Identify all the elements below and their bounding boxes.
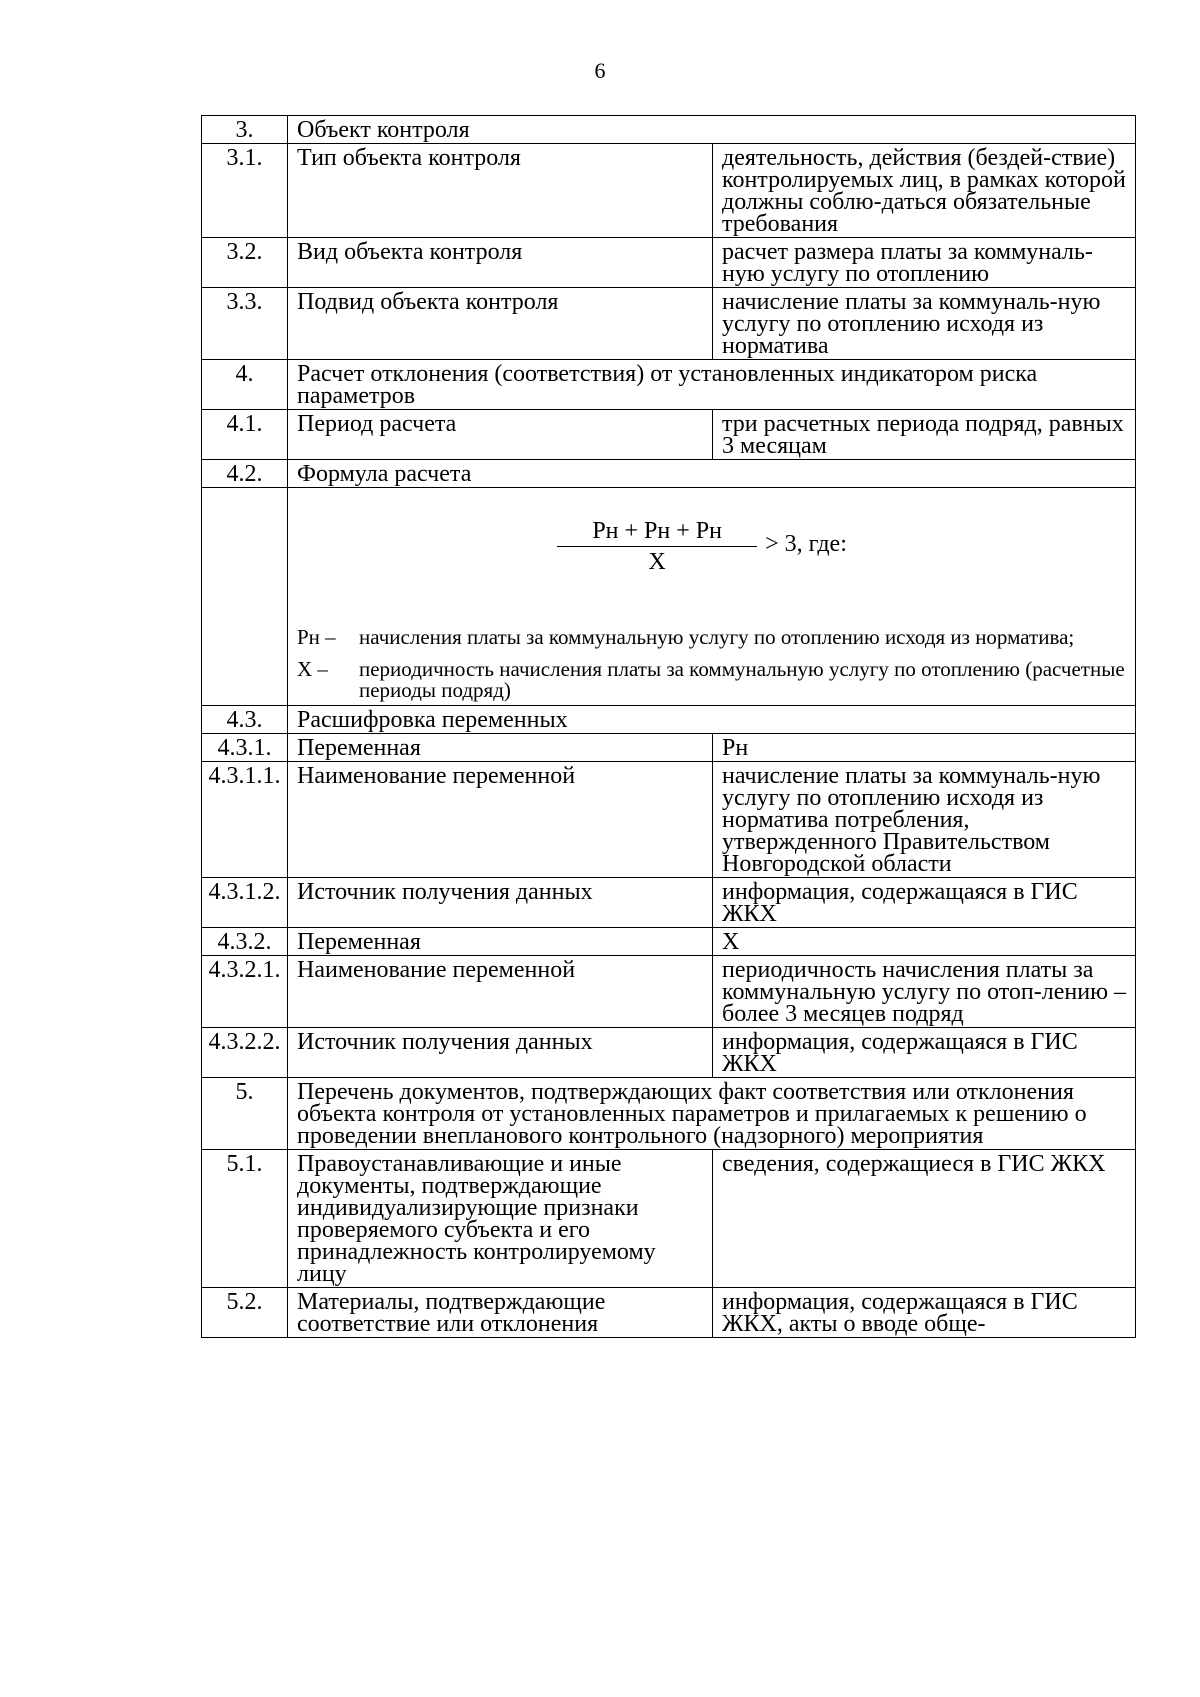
row-label: Наименование переменной <box>288 762 713 878</box>
legend-text: начисления платы за коммунальную услугу по отоплению исходя из норматива; <box>359 625 1075 649</box>
table-row <box>202 460 1136 488</box>
row-label: Вид объекта контроля <box>288 238 713 288</box>
row-number: 5. <box>202 1078 288 1150</box>
row-number: 3.1. <box>202 144 288 238</box>
row-label: Объект контроля <box>288 116 1136 144</box>
formula-tail: > 3, где: <box>765 530 847 557</box>
row-label: Наименование переменной <box>288 956 713 1028</box>
row-number: 5.2. <box>202 1288 288 1338</box>
formula-cell <box>288 488 1136 706</box>
row-value: три расчетных периода подряд, равных 3 месяцам <box>713 410 1136 460</box>
row-number: 4.3.1.2. <box>202 878 288 928</box>
table-row <box>202 288 1136 360</box>
row-value: начисление платы за коммуналь-ную услугу по отоплению исходя из норматива <box>713 288 1136 360</box>
row-value: информация, содержащаяся в ГИС ЖКХ <box>713 1028 1136 1078</box>
row-label: Материалы, подтверждающие соответствие или отклонения <box>288 1288 713 1338</box>
table-row <box>202 410 1136 460</box>
legend-symbol: Рн – <box>297 625 336 649</box>
formula-row <box>202 488 1136 706</box>
table-row <box>202 1078 1136 1150</box>
row-number: 4.3.2.2. <box>202 1028 288 1078</box>
row-value: Х <box>713 928 1136 956</box>
row-number: 4.3. <box>202 706 288 734</box>
formula <box>277 518 1127 575</box>
row-value: расчет размера платы за коммуналь-ную услугу по отоплению <box>713 238 1136 288</box>
row-label: Подвид объекта контроля <box>288 288 713 360</box>
row-number: 4.3.2. <box>202 928 288 956</box>
page-number: 6 <box>594 58 606 83</box>
row-label: Расчет отклонения (соответствия) от установленных индикатором риска параметров <box>288 360 1136 410</box>
row-number: 4. <box>202 360 288 410</box>
formula-legend <box>297 627 1127 701</box>
row-number: 4.3.2.1. <box>202 956 288 1028</box>
row-number: 4.2. <box>202 460 288 488</box>
row-number: 5.1. <box>202 1150 288 1288</box>
row-value: Рн <box>713 734 1136 762</box>
row-value: начисление платы за коммуналь-ную услугу по отоплению исходя из норматива потребления, утвержденного Правительством Новгородской области <box>713 762 1136 878</box>
formula-numerator: Рн + Рн + Рн <box>557 518 757 547</box>
table-row <box>202 144 1136 238</box>
table-row <box>202 928 1136 956</box>
empty-cell <box>202 488 288 706</box>
table-row <box>202 360 1136 410</box>
row-label: Источник получения данных <box>288 878 713 928</box>
row-number: 3.3. <box>202 288 288 360</box>
formula-denominator: Х <box>648 549 666 575</box>
table-row <box>202 956 1136 1028</box>
row-value: периодичность начисления платы за коммунальную услугу по отоп-лению – более 3 месяцев подряд <box>713 956 1136 1028</box>
legend-item <box>297 627 1127 648</box>
row-number: 4.1. <box>202 410 288 460</box>
row-number: 4.3.1.1. <box>202 762 288 878</box>
row-value: сведения, содержащиеся в ГИС ЖКХ <box>713 1150 1136 1288</box>
table-row <box>202 878 1136 928</box>
row-label: Период расчета <box>288 410 713 460</box>
table-row <box>202 762 1136 878</box>
legend-symbol: Х – <box>297 657 328 681</box>
row-value: информация, содержащаяся в ГИС ЖКХ, акты о вводе обще- <box>713 1288 1136 1338</box>
row-label: Переменная <box>288 928 713 956</box>
row-label: Источник получения данных <box>288 1028 713 1078</box>
row-number: 3.2. <box>202 238 288 288</box>
indicator-table <box>201 115 1136 1338</box>
formula-fraction <box>557 518 757 575</box>
row-value: деятельность, действия (бездей-ствие) контролируемых лиц, в рамках которой должны соблю-даться обязательные требования <box>713 144 1136 238</box>
row-label: Перечень документов, подтверждающих факт соответствия или отклонения объекта контроля от установленных параметров и прилагаемых к решению о проведении внепланового контрольного (надзорного) мероприятия <box>288 1078 1136 1150</box>
table-row <box>202 734 1136 762</box>
row-label: Тип объекта контроля <box>288 144 713 238</box>
row-value: информация, содержащаяся в ГИС ЖКХ <box>713 878 1136 928</box>
table-row <box>202 1288 1136 1338</box>
table-row <box>202 706 1136 734</box>
legend-text: периодичность начисления платы за коммунальную услугу по отоплению (расчетные периоды подряд) <box>359 657 1125 702</box>
table-row <box>202 1028 1136 1078</box>
row-label: Правоустанавливающие и иные документы, подтверждающие индивидуализирующие признаки проверяемого субъекта и его принадлежность контролируемому лицу <box>288 1150 713 1288</box>
table-row <box>202 238 1136 288</box>
row-number: 4.3.1. <box>202 734 288 762</box>
table-row <box>202 1150 1136 1288</box>
row-label: Расшифровка переменных <box>288 706 1136 734</box>
table-row <box>202 116 1136 144</box>
row-number: 3. <box>202 116 288 144</box>
legend-item <box>297 659 1127 701</box>
row-label: Переменная <box>288 734 713 762</box>
row-label: Формула расчета <box>288 460 1136 488</box>
